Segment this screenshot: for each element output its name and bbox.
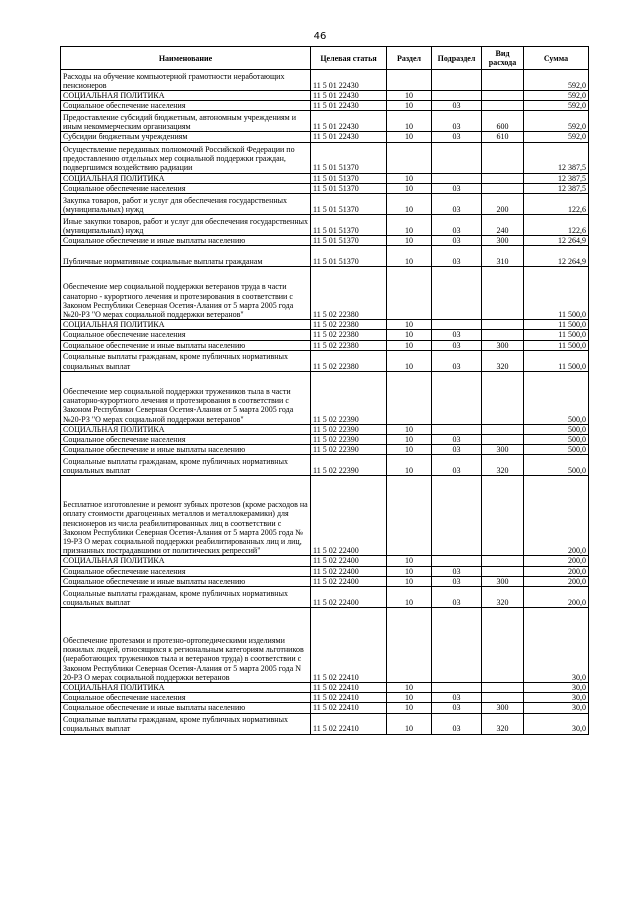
cell-name: Публичные нормативные социальные выплаты гражданам [61, 246, 311, 267]
cell-vid: 300 [482, 703, 524, 713]
cell-name: Социальное обеспечение населения [61, 435, 311, 445]
header-section: Раздел [387, 47, 432, 70]
cell-subsection: 03 [432, 330, 482, 340]
cell-subsection: 03 [432, 587, 482, 608]
cell-name: СОЦИАЛЬНАЯ ПОЛИТИКА [61, 320, 311, 330]
cell-subsection: 03 [432, 215, 482, 236]
cell-sum: 200,0 [524, 576, 589, 586]
cell-sum: 122,6 [524, 215, 589, 236]
table-row [61, 683, 589, 693]
cell-subsection: 03 [432, 713, 482, 734]
cell-code: 11 5 02 22380 [311, 350, 387, 371]
table-row [61, 556, 589, 566]
cell-vid [482, 608, 524, 683]
cell-name: Социальное обеспечение населения [61, 566, 311, 576]
cell-section [387, 371, 432, 424]
cell-vid [482, 91, 524, 101]
cell-vid: 600 [482, 111, 524, 132]
cell-vid [482, 476, 524, 556]
cell-code: 11 5 01 51370 [311, 246, 387, 267]
cell-name: Предоставление субсидий бюджетным, автономным учреждениям и иным некоммерческим организациям [61, 111, 311, 132]
cell-subsection [432, 173, 482, 183]
cell-name: Социальное обеспечение населения [61, 693, 311, 703]
cell-code: 11 5 02 22390 [311, 435, 387, 445]
cell-code: 11 5 01 51370 [311, 194, 387, 215]
cell-vid: 240 [482, 215, 524, 236]
cell-subsection: 03 [432, 703, 482, 713]
cell-sum: 592,0 [524, 111, 589, 132]
cell-section: 10 [387, 683, 432, 693]
cell-sum: 122,6 [524, 194, 589, 215]
cell-name: Социальные выплаты гражданам, кроме публичных нормативных социальных выплат [61, 350, 311, 371]
cell-code: 11 5 02 22410 [311, 693, 387, 703]
cell-subsection [432, 476, 482, 556]
cell-code: 11 5 02 22410 [311, 713, 387, 734]
cell-vid: 320 [482, 713, 524, 734]
cell-name: Социальное обеспечение населения [61, 330, 311, 340]
cell-name: СОЦИАЛЬНАЯ ПОЛИТИКА [61, 424, 311, 434]
cell-sum: 200,0 [524, 556, 589, 566]
cell-name: Закупка товаров, работ и услуг для обеспечения государственных (муниципальных) нужд [61, 194, 311, 215]
cell-section: 10 [387, 576, 432, 586]
table-row [61, 713, 589, 734]
cell-name: Социальное обеспечение и иные выплаты населению [61, 576, 311, 586]
cell-subsection [432, 424, 482, 434]
cell-subsection: 03 [432, 101, 482, 111]
cell-sum: 11 500,0 [524, 330, 589, 340]
cell-section: 10 [387, 556, 432, 566]
cell-vid [482, 267, 524, 320]
cell-sum: 500,0 [524, 435, 589, 445]
table-row [61, 608, 589, 683]
cell-code: 11 5 01 22430 [311, 70, 387, 91]
cell-section [387, 267, 432, 320]
cell-subsection: 03 [432, 445, 482, 455]
table-row [61, 424, 589, 434]
cell-vid [482, 371, 524, 424]
table-row [61, 173, 589, 183]
table-row [61, 142, 589, 173]
cell-vid [482, 556, 524, 566]
cell-code: 11 5 02 22380 [311, 330, 387, 340]
cell-vid: 320 [482, 587, 524, 608]
header-name: Наименование [61, 47, 311, 70]
cell-section: 10 [387, 693, 432, 703]
cell-sum: 30,0 [524, 693, 589, 703]
cell-sum: 592,0 [524, 70, 589, 91]
cell-subsection [432, 320, 482, 330]
table-row [61, 445, 589, 455]
cell-section: 10 [387, 101, 432, 111]
cell-subsection: 03 [432, 566, 482, 576]
cell-section: 10 [387, 320, 432, 330]
cell-subsection: 03 [432, 183, 482, 193]
table-row [61, 703, 589, 713]
cell-section: 10 [387, 703, 432, 713]
cell-subsection [432, 142, 482, 173]
cell-name: Социальные выплаты гражданам, кроме публичных нормативных социальных выплат [61, 713, 311, 734]
cell-subsection [432, 683, 482, 693]
table-row [61, 132, 589, 142]
cell-subsection [432, 556, 482, 566]
cell-subsection: 03 [432, 132, 482, 142]
cell-sum: 200,0 [524, 587, 589, 608]
cell-sum: 200,0 [524, 476, 589, 556]
cell-subsection: 03 [432, 435, 482, 445]
cell-vid: 300 [482, 236, 524, 246]
cell-sum: 12 264,9 [524, 236, 589, 246]
cell-name: Социальное обеспечение и иные выплаты населению [61, 340, 311, 350]
cell-vid: 320 [482, 455, 524, 476]
cell-section [387, 142, 432, 173]
cell-subsection: 03 [432, 693, 482, 703]
cell-code: 11 5 01 22430 [311, 111, 387, 132]
cell-vid [482, 424, 524, 434]
cell-section: 10 [387, 340, 432, 350]
cell-code: 11 5 02 22400 [311, 576, 387, 586]
cell-vid: 300 [482, 340, 524, 350]
cell-subsection: 03 [432, 111, 482, 132]
cell-code: 11 5 02 22380 [311, 267, 387, 320]
cell-sum: 30,0 [524, 703, 589, 713]
table-row [61, 91, 589, 101]
cell-name: Социальное обеспечение и иные выплаты населению [61, 445, 311, 455]
cell-subsection: 03 [432, 350, 482, 371]
table-row [61, 371, 589, 424]
cell-subsection [432, 608, 482, 683]
header-vid: Вид расхода [482, 47, 524, 70]
cell-code: 11 5 01 22430 [311, 91, 387, 101]
cell-sum: 592,0 [524, 132, 589, 142]
cell-section: 10 [387, 455, 432, 476]
cell-section: 10 [387, 435, 432, 445]
cell-subsection [432, 70, 482, 91]
cell-sum: 500,0 [524, 371, 589, 424]
cell-subsection: 03 [432, 455, 482, 476]
cell-code: 11 5 02 22390 [311, 371, 387, 424]
table-row [61, 246, 589, 267]
cell-vid: 300 [482, 445, 524, 455]
cell-sum: 12 264,9 [524, 246, 589, 267]
cell-sum: 11 500,0 [524, 267, 589, 320]
cell-code: 11 5 02 22410 [311, 608, 387, 683]
cell-vid: 310 [482, 246, 524, 267]
cell-section: 10 [387, 566, 432, 576]
cell-section: 10 [387, 91, 432, 101]
table-row [61, 340, 589, 350]
cell-section: 10 [387, 215, 432, 236]
table-row [61, 330, 589, 340]
cell-code: 11 5 01 22430 [311, 132, 387, 142]
cell-vid [482, 173, 524, 183]
cell-section: 10 [387, 330, 432, 340]
cell-sum: 11 500,0 [524, 340, 589, 350]
cell-code: 11 5 02 22410 [311, 703, 387, 713]
cell-section: 10 [387, 246, 432, 267]
cell-section [387, 476, 432, 556]
cell-sum: 11 500,0 [524, 350, 589, 371]
table-row [61, 215, 589, 236]
cell-name: Субсидии бюджетным учреждениям [61, 132, 311, 142]
table-row [61, 435, 589, 445]
cell-sum: 11 500,0 [524, 320, 589, 330]
cell-name: Расходы на обучение компьютерной грамотности неработающих пенсионеров [61, 70, 311, 91]
cell-code: 11 5 02 22390 [311, 445, 387, 455]
cell-name: Социальные выплаты гражданам, кроме публичных нормативных социальных выплат [61, 587, 311, 608]
cell-vid [482, 183, 524, 193]
cell-section: 10 [387, 350, 432, 371]
cell-code: 11 5 02 22380 [311, 320, 387, 330]
cell-subsection [432, 371, 482, 424]
cell-code: 11 5 02 22400 [311, 476, 387, 556]
cell-subsection: 03 [432, 576, 482, 586]
cell-sum: 30,0 [524, 713, 589, 734]
cell-name: СОЦИАЛЬНАЯ ПОЛИТИКА [61, 683, 311, 693]
cell-name: Социальное обеспечение и иные выплаты населению [61, 236, 311, 246]
cell-name: Социальное обеспечение и иные выплаты населению [61, 703, 311, 713]
cell-vid [482, 683, 524, 693]
cell-subsection [432, 267, 482, 320]
cell-code: 11 5 01 22430 [311, 101, 387, 111]
cell-vid: 320 [482, 350, 524, 371]
budget-table [60, 46, 589, 735]
cell-section: 10 [387, 713, 432, 734]
cell-name: Социальное обеспечение населения [61, 101, 311, 111]
table-row [61, 111, 589, 132]
cell-sum: 592,0 [524, 101, 589, 111]
cell-sum: 200,0 [524, 566, 589, 576]
page-number: 46 [313, 31, 327, 42]
cell-vid: 610 [482, 132, 524, 142]
cell-subsection: 03 [432, 194, 482, 215]
cell-sum: 12 387,5 [524, 183, 589, 193]
cell-vid [482, 320, 524, 330]
cell-code: 11 5 01 51370 [311, 183, 387, 193]
cell-section: 10 [387, 173, 432, 183]
header-sum: Сумма [524, 47, 589, 70]
cell-section: 10 [387, 111, 432, 132]
cell-name: СОЦИАЛЬНАЯ ПОЛИТИКА [61, 173, 311, 183]
cell-vid [482, 693, 524, 703]
cell-vid [482, 70, 524, 91]
table-row [61, 455, 589, 476]
cell-name: Обеспечение мер социальной поддержки ветеранов труда в части санаторно - курортного лечения и протезирования в соответствии с Законом Республики Северная Осетия-Алания от 5 марта 2005 года №20-РЗ "О мерах социальной поддержки ветеранов" [61, 267, 311, 320]
cell-vid [482, 101, 524, 111]
cell-code: 11 5 02 22400 [311, 556, 387, 566]
cell-code: 11 5 02 22400 [311, 566, 387, 576]
cell-subsection: 03 [432, 246, 482, 267]
cell-code: 11 5 02 22410 [311, 683, 387, 693]
cell-vid [482, 142, 524, 173]
cell-code: 11 5 02 22400 [311, 587, 387, 608]
cell-sum: 500,0 [524, 445, 589, 455]
cell-name: Иные закупки товаров, работ и услуг для обеспечения государственных (муниципальных) нужд [61, 215, 311, 236]
cell-section: 10 [387, 587, 432, 608]
cell-name: Социальные выплаты гражданам, кроме публичных нормативных социальных выплат [61, 455, 311, 476]
cell-vid [482, 330, 524, 340]
cell-sum: 30,0 [524, 608, 589, 683]
cell-name: Социальное обеспечение населения [61, 183, 311, 193]
table-header-row [61, 47, 589, 70]
table-row [61, 350, 589, 371]
cell-subsection [432, 91, 482, 101]
cell-section: 10 [387, 132, 432, 142]
table-row [61, 320, 589, 330]
cell-name: Осуществление переданных полномочий Российской Федерации по предоставлению отдельных мер социальной поддержки граждан, подвергшимся воздействию радиации [61, 142, 311, 173]
cell-sum: 12 387,5 [524, 173, 589, 183]
cell-vid: 200 [482, 194, 524, 215]
cell-name: Обеспечение мер социальной поддержки тружеников тыла в части санаторно-курортного лечения и протезирования в соответствии с Законом Республики Северная Осетия-Алания от 5 марта 2005 года №20-РЗ "О мерах социальной поддержки ветеранов" [61, 371, 311, 424]
table-row [61, 267, 589, 320]
cell-sum: 592,0 [524, 91, 589, 101]
cell-code: 11 5 02 22390 [311, 424, 387, 434]
cell-name: СОЦИАЛЬНАЯ ПОЛИТИКА [61, 91, 311, 101]
cell-code: 11 5 02 22380 [311, 340, 387, 350]
cell-subsection: 03 [432, 236, 482, 246]
cell-section: 10 [387, 236, 432, 246]
cell-code: 11 5 01 51370 [311, 236, 387, 246]
table-row [61, 101, 589, 111]
cell-section: 10 [387, 194, 432, 215]
header-subsection: Подраздел [432, 47, 482, 70]
cell-sum: 500,0 [524, 424, 589, 434]
table-row [61, 70, 589, 91]
cell-vid: 300 [482, 576, 524, 586]
cell-section [387, 608, 432, 683]
table-row [61, 566, 589, 576]
table-row [61, 183, 589, 193]
table-row [61, 587, 589, 608]
table-row [61, 476, 589, 556]
cell-code: 11 5 01 51370 [311, 215, 387, 236]
cell-sum: 30,0 [524, 683, 589, 693]
header-code: Целевая статья [311, 47, 387, 70]
table-row [61, 236, 589, 246]
cell-code: 11 5 01 51370 [311, 173, 387, 183]
cell-vid [482, 435, 524, 445]
table-row [61, 576, 589, 586]
cell-name: Бесплатное изготовление и ремонт зубных протезов (кроме расходов на оплату стоимости драгоценных металлов и металлокерамики) для пенсионеров из числа реабилитированных лиц в соответствии с Законом Республики Северная Осетия-Алания от 5 марта 2005 года № 19-РЗ О мерах социальной поддержки реабилитированных лиц и лиц, признанных пострадавшими от политических репрессий" [61, 476, 311, 556]
cell-code: 11 5 02 22390 [311, 455, 387, 476]
cell-code: 11 5 01 51370 [311, 142, 387, 173]
cell-name: СОЦИАЛЬНАЯ ПОЛИТИКА [61, 556, 311, 566]
cell-section: 10 [387, 445, 432, 455]
cell-subsection: 03 [432, 340, 482, 350]
cell-sum: 500,0 [524, 455, 589, 476]
cell-vid [482, 566, 524, 576]
table-row [61, 693, 589, 703]
cell-sum: 12 387,5 [524, 142, 589, 173]
cell-section: 10 [387, 424, 432, 434]
table-row [61, 194, 589, 215]
cell-section: 10 [387, 183, 432, 193]
cell-section [387, 70, 432, 91]
cell-name: Обеспечение протезами и протезно-ортопедическими изделиями пожилых людей, относящихся к региональным категориям льготников (неработающих тружеников тыла и ветеранов труда) в соответствии с Законом Республики Северная Осетия-Алания от 5 марта 2005 года N 20-РЗ О мерах социальной поддержки ветеранов [61, 608, 311, 683]
